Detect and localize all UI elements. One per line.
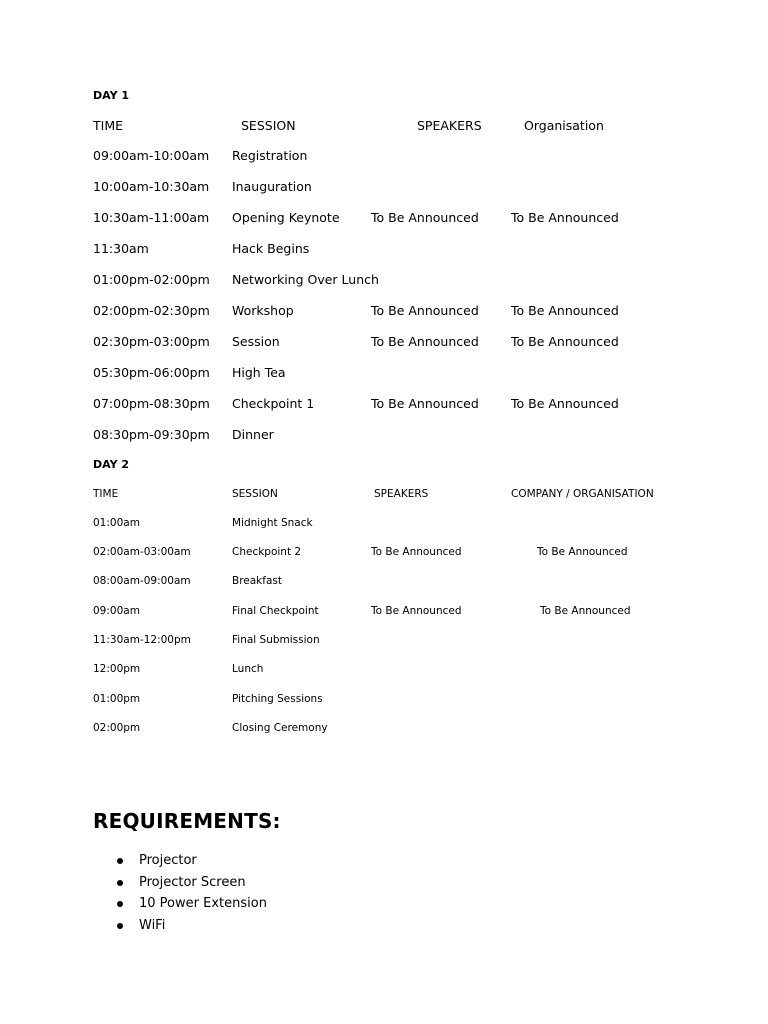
day2-row-time: 11:30am-12:00pm [93,634,191,646]
day1-row-session: Workshop [232,303,294,318]
day1-row-session: Hack Begins [232,241,310,256]
day1-row-organisation: To Be Announced [511,303,619,318]
day2-row-time: 01:00am [93,517,140,529]
day1-row-time: 08:30pm-09:30pm [93,427,210,442]
requirements-list [113,850,267,936]
day2-row-session: Midnight Snack [232,517,313,529]
day1-row-session: Dinner [232,427,274,442]
bullet-icon [117,880,123,886]
day2-label: DAY 2 [93,458,130,471]
day2-row-speakers: To Be Announced [371,605,462,617]
day1-row-speakers: To Be Announced [371,334,479,349]
day2-header-organisation: COMPANY / ORGANISATION [511,488,654,500]
day1-row-organisation: To Be Announced [511,210,619,225]
day2-row-time: 08:00am-09:00am [93,575,191,587]
day1-row-speakers: To Be Announced [371,396,479,411]
day2-row-organisation: To Be Announced [537,546,628,558]
bullet-icon [117,858,123,864]
day1-row-time: 01:00pm-02:00pm [93,272,210,287]
day2-row-session: Breakfast [232,575,282,587]
day1-row-session: Session [232,334,280,349]
day1-row-time: 11:30am [93,241,149,256]
day1-row-session: High Tea [232,365,286,380]
day1-row-time: 02:00pm-02:30pm [93,303,210,318]
day1-row-session: Opening Keynote [232,210,340,225]
requirements-item-label: Projector [139,853,197,868]
requirements-list-item [113,915,267,937]
day1-row-time: 07:00pm-08:30pm [93,396,210,411]
day2-row-session: Final Submission [232,634,320,646]
day2-row-session: Final Checkpoint [232,605,319,617]
day1-header-time: TIME [93,118,124,133]
day2-row-time: 01:00pm [93,693,141,705]
day2-header-time: TIME [93,488,119,500]
day2-header-session: SESSION [232,488,278,500]
day1-header-session: SESSION [241,118,296,133]
day2-row-time: 02:00am-03:00am [93,546,191,558]
day1-header-organisation: Organisation [524,118,604,133]
day1-row-organisation: To Be Announced [511,396,619,411]
requirements-list-item [113,893,267,915]
day1-row-organisation: To Be Announced [511,334,619,349]
requirements-heading: REQUIREMENTS: [93,809,281,833]
day2-row-time: 12:00pm [93,663,141,675]
day1-row-session: Networking Over Lunch [232,272,379,287]
day1-header-speakers: SPEAKERS [417,118,482,133]
day2-row-session: Lunch [232,663,264,675]
day1-row-time: 02:30pm-03:00pm [93,334,210,349]
day1-row-speakers: To Be Announced [371,303,479,318]
day1-row-time: 10:00am-10:30am [93,179,210,194]
requirements-list-item [113,850,267,872]
requirements-item-label: WiFi [139,917,166,933]
requirements-item-label: 10 Power Extension [139,896,267,911]
day2-row-session: Closing Ceremony [232,722,328,734]
day2-row-time: 09:00am [93,605,140,617]
bullet-icon [117,901,123,907]
day1-row-session: Registration [232,148,308,163]
bullet-icon [117,923,123,929]
day1-row-session: Checkpoint 1 [232,396,315,411]
day1-row-time: 05:30pm-06:00pm [93,365,210,380]
requirements-list-item [113,872,267,894]
requirements-item-label: Projector Screen [139,874,246,890]
day1-row-speakers: To Be Announced [371,210,479,225]
day1-row-time: 09:00am-10:00am [93,148,210,163]
day1-row-time: 10:30am-11:00am [93,210,210,225]
day1-label: DAY 1 [93,89,130,102]
day2-row-organisation: To Be Announced [540,605,631,617]
day2-row-time: 02:00pm [93,722,141,734]
day2-row-speakers: To Be Announced [371,546,462,558]
day2-header-speakers: SPEAKERS [374,488,429,500]
day1-row-session: Inauguration [232,179,312,194]
day2-row-session: Checkpoint 2 [232,546,302,558]
day2-row-session: Pitching Sessions [232,693,323,705]
